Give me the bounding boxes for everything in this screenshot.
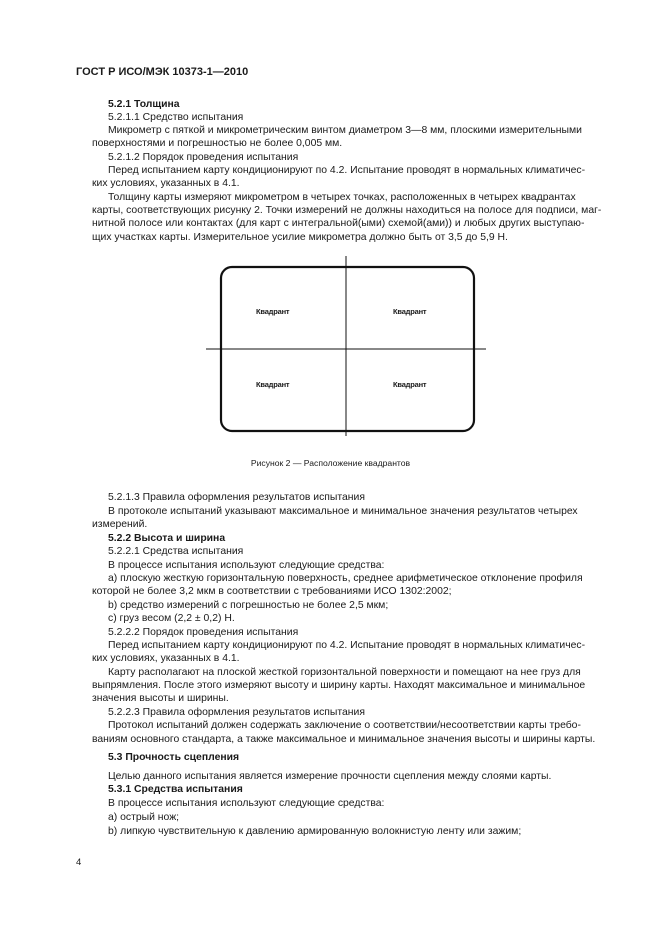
text-line: измерений. (92, 519, 148, 530)
text-line: нитной полосе или контактах (для карт с интегральной(ыми) схемой(ами)) и любых других выступаю- (92, 218, 585, 229)
list-item: b) липкую чувствительную к давлению армированную волокнистую ленту или зажим; (108, 826, 522, 837)
figure-quadrants (206, 256, 490, 436)
text-line: Перед испытанием карту кондиционируют по 4.2. Испытание проводят в нормальных климатичес- (108, 165, 586, 176)
text-line: Микрометр с пяткой и микрометрическим винтом диаметром 3—8 мм, плоскими измерительными (108, 125, 582, 136)
section-heading-5-3-1: 5.3.1 Средства испытания (108, 784, 243, 795)
text-line: ких условиях, указанных в 4.1. (92, 178, 240, 189)
text-line: которой не более 3,2 мкм в соответствии с требованиями ИСО 1302:2002; (92, 586, 452, 597)
text-line: Перед испытанием карту кондиционируют по 4.2. Испытание проводят в нормальных климатичес- (108, 640, 586, 651)
page-number: 4 (76, 857, 82, 868)
text-line: В процессе испытания используют следующие средства: (108, 560, 385, 571)
text-line: Целью данного испытания является измерение прочности сцепления между слоями карты. (108, 771, 552, 782)
list-item: a) плоскую жесткую горизонтальную поверхность, среднее арифметическое отклонение профиля (108, 573, 583, 584)
text-line: Толщину карты измеряют микрометром в четырех точках, расположенных в четырех квадрантах (108, 192, 576, 203)
section-heading-5-2-2: 5.2.2 Высота и ширина (108, 533, 226, 544)
text-line: поверхностями и погрешностью не более 0,005 мм. (92, 138, 343, 149)
text-line: Протокол испытаний должен содержать заключение о соответствии/несоответствии карты требо- (108, 720, 581, 731)
section-heading-5-3: 5.3 Прочность сцепления (108, 752, 240, 763)
text-line: ваниям основного стандарта, а также максимальное и минимальное значения высоты и ширины карты. (92, 734, 596, 745)
figure-quadrants-diagram (206, 256, 490, 436)
text-line: щих участках карты. Измерительное усилие микрометра должно быть от 3,5 до 5,9 Н. (92, 232, 508, 243)
text-line: ких условиях, указанных в 4.1. (92, 653, 240, 664)
text-line: Карту располагают на плоской жесткой горизонтальной поверхности и помещают на нее груз для (108, 667, 581, 678)
text-line: значения высоты и ширины. (92, 693, 229, 704)
section-heading-5-2-1: 5.2.1 Толщина (108, 99, 180, 110)
list-item: b) средство измерений с погрешностью не более 2,5 мкм; (108, 600, 389, 611)
subsection-heading: 5.2.1.3 Правила оформления результатов испытания (108, 492, 365, 503)
quadrant-label-bottom-right: Квадрант (393, 380, 427, 389)
figure-caption: Рисунок 2 — Расположение квадрантов (250, 458, 411, 468)
quadrant-label-top-right: Квадрант (393, 307, 427, 316)
text-line: выпрямления. После этого измеряют высоту и ширину карты. Находят максимальное и минимальное (92, 680, 586, 691)
text-line: карты, соответствующих рисунку 2. Точки измерений не должны находиться на полосе для подписи, маг- (92, 205, 602, 216)
list-item: c) груз весом (2,2 ± 0,2) Н. (108, 613, 235, 624)
subsection-heading: 5.2.2.2 Порядок проведения испытания (108, 627, 299, 638)
subsection-heading: 5.2.2.1 Средства испытания (108, 546, 244, 557)
text-line: В процессе испытания используют следующие средства: (108, 798, 385, 809)
subsection-heading: 5.2.1.2 Порядок проведения испытания (108, 152, 299, 163)
quadrant-label-bottom-left: Квадрант (256, 380, 290, 389)
quadrant-label-top-left: Квадрант (256, 307, 290, 316)
text-line: В протоколе испытаний указывают максимальное и минимальное значения результатов четырех (108, 506, 578, 517)
list-item: a) острый нож; (108, 812, 180, 823)
document-header: ГОСТ Р ИСО/МЭК 10373-1—2010 (76, 66, 249, 78)
subsection-heading: 5.2.2.3 Правила оформления результатов испытания (108, 707, 365, 718)
subsection-heading: 5.2.1.1 Средство испытания (108, 112, 244, 123)
